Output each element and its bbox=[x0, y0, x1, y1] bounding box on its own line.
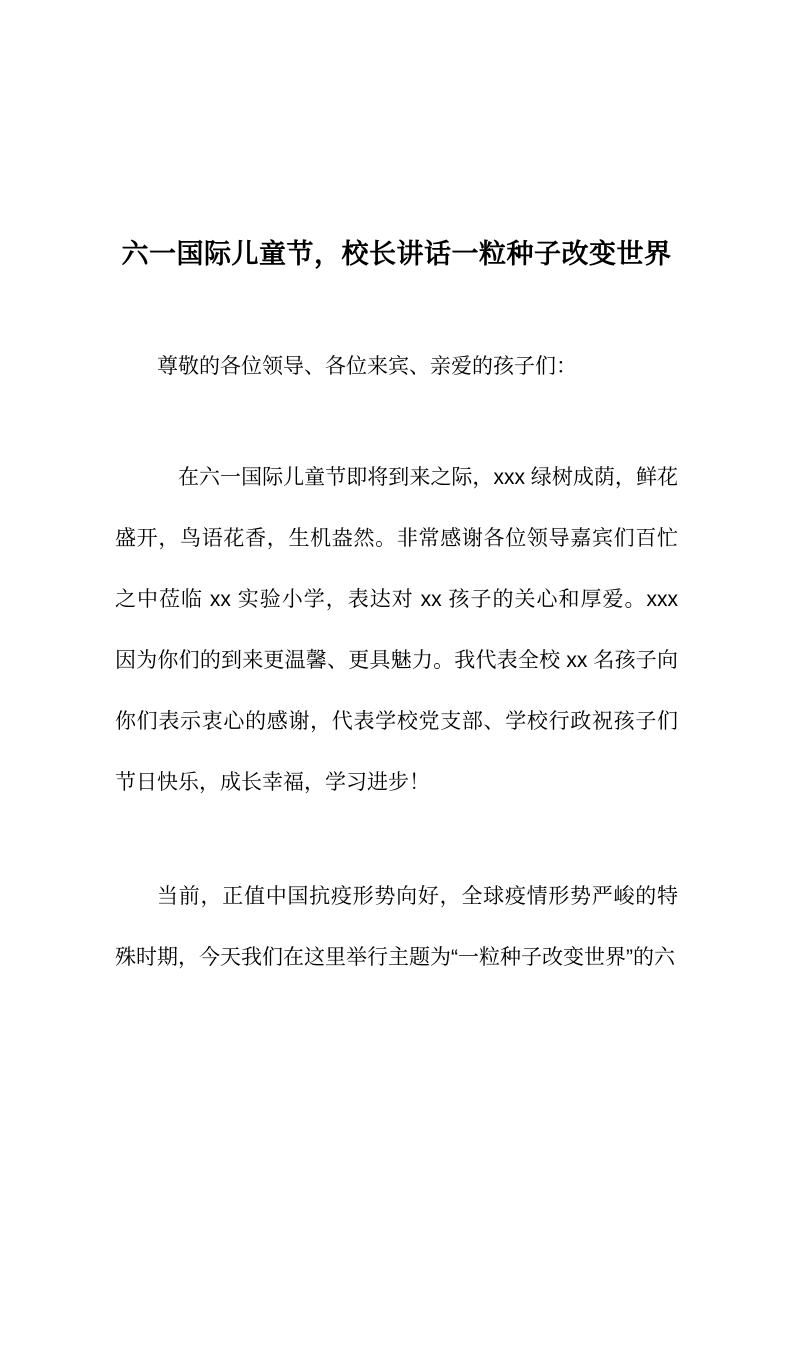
body-paragraph-2: 当前，正值中国抗疫形势向好，全球疫情形势严峻的特殊时期，今天我们在这里举行主题为“一粒种子改变世界”的六 bbox=[115, 885, 678, 969]
document-page bbox=[0, 232, 793, 1354]
document-title: 六一国际儿童节，校长讲话一粒种子改变世界 bbox=[121, 239, 672, 269]
salutation-line: 尊敬的各位领导、各位来宾、亲爱的孩子们： bbox=[157, 355, 577, 378]
body-paragraph-1: 在六一国际儿童节即将到来之际，xxx 绿树成荫，鲜花盛开，鸟语花香，生机盎然。非常感谢各位领导嘉宾们百忙之中莅临 xx 实验小学，表达对 xx 孩子的关心和厚爱。xxx 因为你们的到来更温馨、更具魅力。我代表全校 xx 名孩子向你们表示衷心的感谢，代表学校党支部、学校行政祝孩子们节日快乐，成长幸福，学习进步！ bbox=[115, 466, 678, 794]
